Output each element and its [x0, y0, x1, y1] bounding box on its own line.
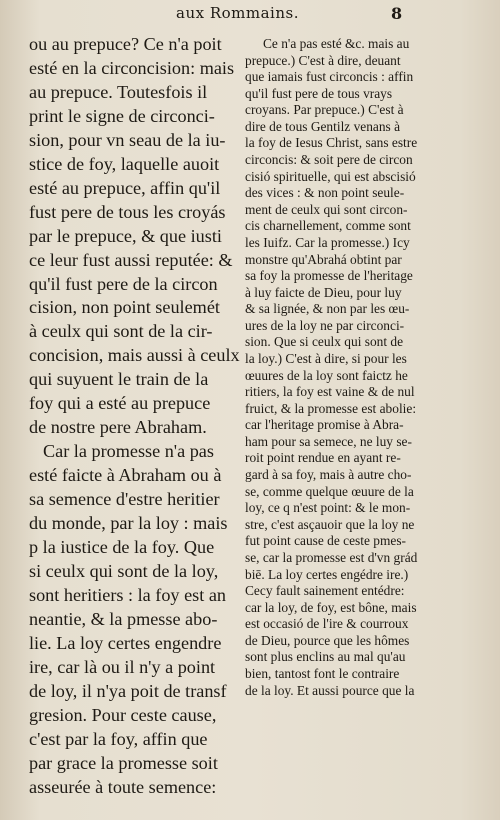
text-line: esté faicte à Abraham ou à — [29, 465, 222, 486]
commentary-line: à luy faicte de Dieu, pour luy — [245, 284, 402, 300]
commentary-line: sont plus enclins au mal qu'au — [245, 649, 406, 665]
text-line: cision, non point seulemét — [29, 297, 220, 318]
text-line: qu'il fust pere de la circon — [29, 273, 218, 294]
commentary-line: & sa lignée, & non par les œu- — [245, 301, 410, 317]
text-line: qui suyuent le train de la — [29, 369, 209, 390]
commentary-line: ment de ceulx qui sont circon- — [245, 201, 408, 217]
text-line: esté au prepuce, affin qu'il — [29, 177, 221, 198]
commentary-line: circoncis: & soit pere de circon — [245, 152, 413, 168]
text-line: par le prepuce, & que iusti — [29, 225, 222, 246]
text-line: sa semence d'estre heritier — [29, 489, 220, 510]
commentary-line: sa foy la promesse de l'heritage — [245, 268, 413, 284]
text-line: ce leur fust aussi reputée: & — [29, 249, 233, 270]
commentary-line: sion. Que si ceulx qui sont de — [245, 334, 404, 350]
text-line: fust pere de tous les croyás — [29, 201, 226, 222]
text-line: du monde, par la loy : mais — [29, 513, 228, 534]
commentary-line: cisió spirituelle, qui est abscisió — [245, 168, 416, 184]
commentary-line: fut point cause de ceste pmes- — [245, 533, 407, 549]
text-line: sion, pour vn seau de la iu- — [29, 129, 226, 150]
commentary-line: loy, ce q n'est point: & le mon- — [245, 500, 411, 516]
paragraph-start-line: Car la promesse n'a pas — [43, 441, 214, 462]
text-line: esté en la circoncision: mais — [29, 57, 235, 78]
commentary-line: bien, tantost font le contraire — [245, 665, 400, 681]
text-line: gresion. Pour ceste cause, — [29, 704, 217, 725]
commentary-line: monstre qu'Abrahá obtint par — [245, 251, 402, 267]
commentary-line: ham pour sa semece, ne luy se- — [245, 433, 412, 449]
commentary-line: car l'heritage promise à Abra- — [245, 417, 404, 433]
commentary-line: croyans. Par prepuce.) C'est à — [245, 102, 404, 118]
text-line: asseurée à toute semence: — [29, 776, 217, 797]
text-line: concision, mais aussi à ceulx — [29, 345, 240, 366]
text-line: à ceulx qui sont de la cir- — [29, 321, 213, 342]
commentary-line: stre, c'est asçauoir que la loy ne — [245, 516, 415, 532]
text-line: par grace la promesse soit — [29, 752, 218, 773]
text-line: print le signe de circonci- — [29, 105, 215, 126]
commentary-line: gard à sa foy, mais à autre cho- — [245, 467, 412, 483]
commentary-line: œuures de la loy sont faictz he — [245, 367, 408, 383]
commentary-line: biē. La loy certes engédre ire.) — [245, 566, 409, 582]
commentary-line: roit point rendue en ayant re- — [245, 450, 401, 466]
commentary-line: ures de la loy ne par circonci- — [245, 317, 405, 333]
commentary-line: est occasió de l'ire & courroux — [245, 616, 409, 632]
commentary-line: Ce n'a pas esté &c. mais au — [263, 36, 410, 51]
commentary-line: que iamais fust circoncis : affin — [245, 69, 414, 85]
commentary-line: car la loy, de foy, est bône, mais — [245, 599, 417, 615]
commentary-line: se, car la promesse est d'vn grád — [245, 549, 418, 565]
text-line: si ceulx qui sont de la loy, — [29, 560, 219, 581]
text-line: lie. La loy certes engendre — [29, 632, 222, 653]
running-head: aux Rommains. — [176, 4, 299, 22]
text-line: sont heritiers : la foy est an — [29, 584, 226, 605]
text-line: de loy, il n'ya poit de transf — [29, 680, 227, 701]
commentary-line: de la loy. Et aussi pource que la — [245, 682, 415, 698]
text-line: au prepuce. Toutesfois il — [29, 81, 208, 102]
commentary-line: cis charnellement, comme sont — [245, 218, 411, 234]
text-line: ou au prepuce? Ce n'a poit — [29, 34, 222, 54]
page-number: 8 — [391, 4, 403, 23]
commentary-line: prepuce.) C'est à dire, deuant — [245, 52, 401, 68]
commentary-line: la loy.) C'est à dire, si pour les — [245, 350, 407, 366]
commentary-line: ritiers, la foy est vaine & de nul — [245, 384, 415, 400]
main-text-column — [29, 33, 240, 800]
text-line: neantie, & la pmesse abo- — [29, 608, 218, 629]
text-line: ire, car là ou il n'y a point — [29, 656, 216, 677]
commentary-line: de Dieu, pource que les hômes — [245, 632, 410, 648]
text-line: p la iustice de la foy. Que — [29, 537, 215, 558]
commentary-line: fruict, & la promesse est abolie: — [245, 400, 417, 416]
text-line: c'est par la foy, affin que — [29, 728, 208, 749]
text-line: stice de foy, laquelle auoit — [29, 153, 220, 174]
commentary-line: des vices : & non point seule- — [245, 185, 405, 201]
text-line: de nostre pere Abraham. — [29, 417, 207, 438]
commentary-line: se, comme quelque œuure de la — [245, 483, 414, 499]
commentary-line: Cecy fault sainement entédre: — [245, 583, 405, 599]
text-line: foy qui a esté au prepuce — [29, 393, 211, 414]
commentary-line: la foy de Iesus Christ, sans estre — [245, 135, 418, 151]
commentary-line: dire de tous Gentilz venans à — [245, 118, 401, 134]
commentary-column — [245, 36, 453, 699]
commentary-line: qu'il fust pere de tous vrays — [245, 85, 393, 101]
commentary-line: les Iuifz. Car la promesse.) Icy — [245, 234, 410, 250]
